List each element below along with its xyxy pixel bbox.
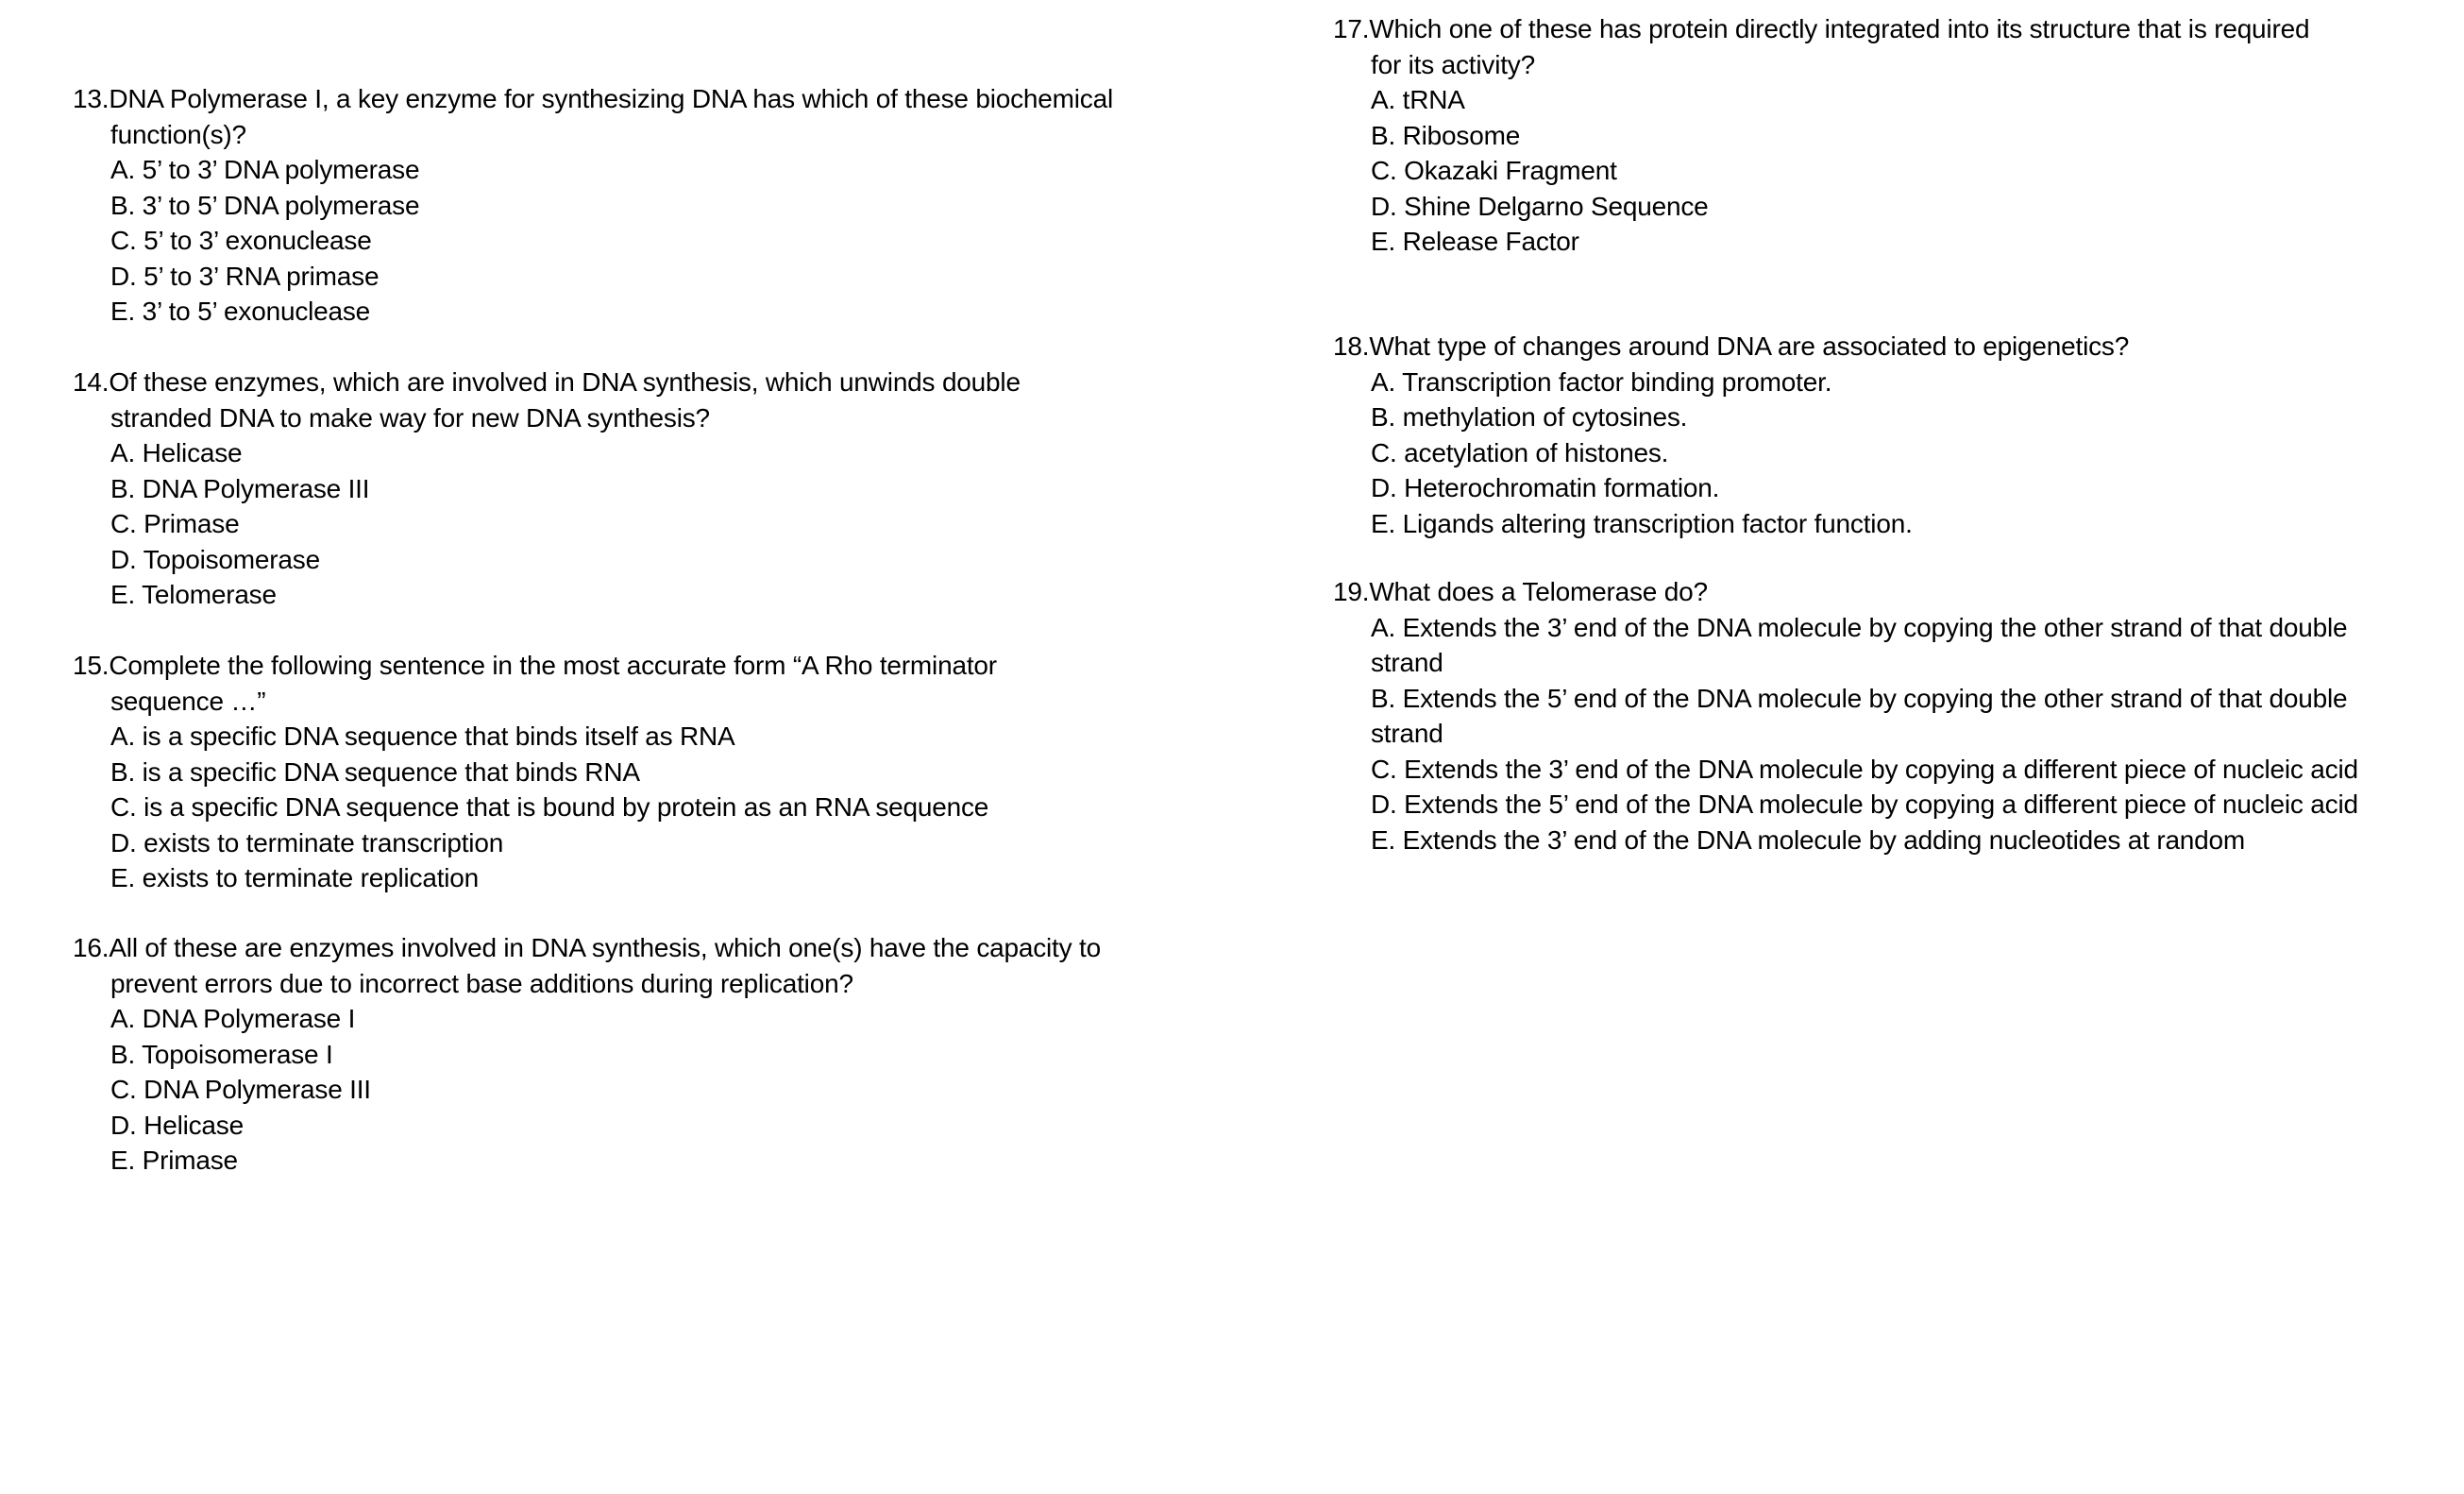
question-text-line: DNA Polymerase I, a key enzyme for synthesizing DNA has which of these biochemical <box>109 84 1113 113</box>
answer-option-e[interactable]: E. Primase <box>110 1146 238 1175</box>
question-text-line: prevent errors due to incorrect base additions during replication? <box>110 968 853 998</box>
question-text-line: for its activity? <box>1371 49 1535 79</box>
answer-option-e[interactable]: E. exists to terminate replication <box>110 863 480 892</box>
answer-option-c[interactable]: C. Okazaki Fragment <box>1371 156 1617 185</box>
answer-option-e[interactable]: E. Telomerase <box>110 580 277 609</box>
answer-option-e[interactable]: E. Ligands altering transcription factor function. <box>1371 508 1913 538</box>
question-15 <box>73 648 1158 896</box>
question-18 <box>1333 329 2419 541</box>
question-stem <box>73 81 1158 117</box>
answer-option-c[interactable]: C. 5’ to 3’ exonuclease <box>110 226 372 255</box>
question-text-line: stranded DNA to make way for new DNA synthesis? <box>110 402 710 433</box>
answer-option-e[interactable]: E. 3’ to 5’ exonuclease <box>110 297 371 326</box>
question-text-line: All of these are enzymes involved in DNA synthesis, which one(s) have the capacity to <box>109 933 1101 962</box>
question-stem <box>1333 574 2419 610</box>
question-number: 13. <box>73 84 110 113</box>
question-stem <box>73 365 1158 400</box>
answer-option-c[interactable]: C. Extends the 3’ end of the DNA molecule by copying a different piece of nucleic acid <box>1371 754 2358 784</box>
question-text-line: What does a Telomerase do? <box>1369 577 1708 606</box>
question-stem <box>73 930 1158 966</box>
answer-option-e[interactable]: E. Extends the 3’ end of the DNA molecule by adding nucleotides at random <box>1371 824 2246 855</box>
answer-option-a[interactable]: A. Transcription factor binding promoter. <box>1371 366 1832 397</box>
answer-option-d[interactable]: D. Helicase <box>110 1110 244 1140</box>
answer-option-c[interactable]: C. DNA Polymerase III <box>110 1075 371 1104</box>
answer-option-b[interactable]: B. Extends the 5’ end of the DNA molecule by copying the other strand of that double <box>1371 683 2348 713</box>
answer-option-c[interactable]: C. acetylation of histones. <box>1371 437 1669 467</box>
question-number: 18. <box>1333 331 1370 361</box>
question-text-line: Which one of these has protein directly integrated into its structure that is required <box>1369 14 2310 43</box>
question-stem <box>73 648 1158 684</box>
answer-option-d[interactable]: D. Heterochromatin formation. <box>1371 473 1720 502</box>
question-number: 15. <box>73 651 110 680</box>
answer-option-b[interactable]: B. is a specific DNA sequence that binds RNA <box>110 756 640 787</box>
answer-option-d[interactable]: D. Extends the 5’ end of the DNA molecule by copying a different piece of nucleic acid <box>1371 789 2358 819</box>
question-17 <box>1333 11 2419 260</box>
question-text-line: What type of changes around DNA are associated to epigenetics? <box>1369 331 2130 361</box>
question-number: 14. <box>73 367 110 397</box>
answer-option-a[interactable]: A. DNA Polymerase I <box>110 1004 356 1033</box>
answer-option-d[interactable]: D. exists to terminate transcription <box>110 827 504 857</box>
question-number: 17. <box>1333 14 1370 43</box>
answer-option-a[interactable]: A. is a specific DNA sequence that binds itself as RNA <box>110 722 735 751</box>
answer-option-a[interactable]: A. Extends the 3’ end of the DNA molecule by copying the other strand of that double <box>1371 612 2348 642</box>
answer-option-b[interactable]: B. Ribosome <box>1371 120 1521 150</box>
answer-option-a[interactable]: A. tRNA <box>1371 85 1465 114</box>
answer-option-c[interactable]: C. is a specific DNA sequence that is bound by protein as an RNA sequence <box>110 792 989 822</box>
question-16 <box>73 930 1158 1179</box>
answer-option-a[interactable]: A. Helicase <box>110 438 243 467</box>
question-14 <box>73 365 1158 613</box>
question-text-line: sequence …” <box>110 686 266 716</box>
question-13 <box>73 81 1158 330</box>
answer-option-b[interactable]: B. DNA Polymerase III <box>110 473 370 503</box>
answer-option-e[interactable]: E. Release Factor <box>1371 227 1579 256</box>
question-stem <box>1333 11 2419 47</box>
answer-option-c[interactable]: C. Primase <box>110 509 240 538</box>
answer-option-d[interactable]: D. Shine Delgarno Sequence <box>1371 191 1709 221</box>
answer-option-a[interactable]: A. 5’ to 3’ DNA polymerase <box>110 155 420 184</box>
answer-option-b[interactable]: B. 3’ to 5’ DNA polymerase <box>110 190 420 220</box>
question-text-line: function(s)? <box>110 119 246 149</box>
answer-option-b[interactable]: B. methylation of cytosines. <box>1371 402 1688 432</box>
question-stem <box>1333 329 2419 365</box>
question-number: 19. <box>1333 577 1370 606</box>
answer-option-d[interactable]: D. Topoisomerase <box>110 544 320 574</box>
question-text-line: Of these enzymes, which are involved in DNA synthesis, which unwinds double <box>109 367 1021 397</box>
answer-option-b-continued[interactable]: strand <box>1371 719 1443 748</box>
question-19 <box>1333 574 2419 857</box>
answer-option-d[interactable]: D. 5’ to 3’ RNA primase <box>110 261 380 291</box>
question-number: 16. <box>73 933 110 962</box>
answer-option-b[interactable]: B. Topoisomerase I <box>110 1039 333 1069</box>
question-text-line: Complete the following sentence in the most accurate form “A Rho terminator <box>109 651 997 680</box>
answer-option-a-continued[interactable]: strand <box>1371 648 1443 677</box>
